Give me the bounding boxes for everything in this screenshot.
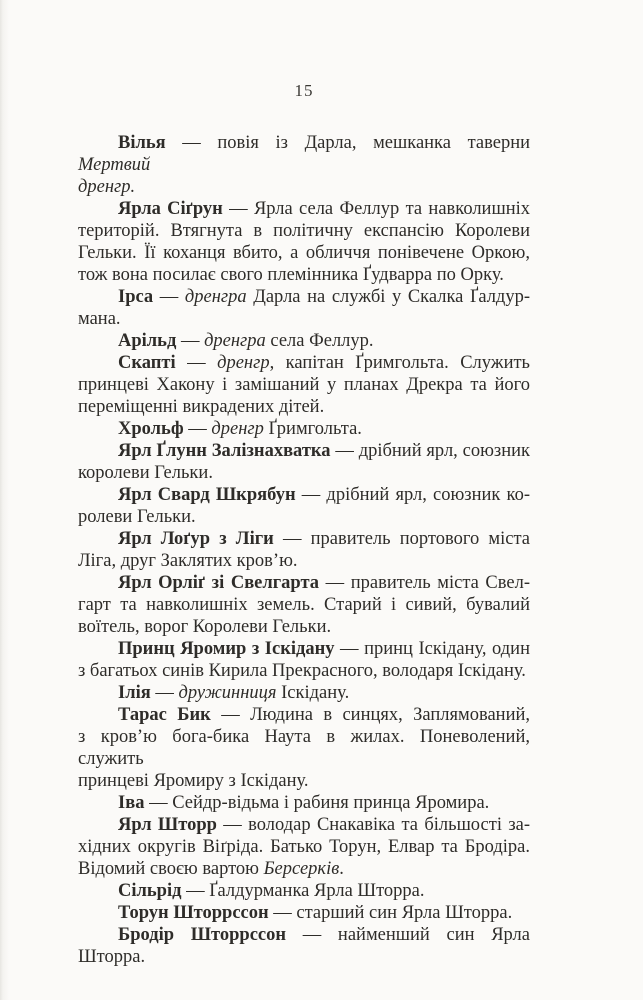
character-name: Арільд (118, 331, 177, 351)
text-run: — правитель портового міста (273, 529, 530, 549)
text-line (78, 704, 530, 726)
text-run: — (176, 331, 205, 351)
glossary-entry (78, 814, 530, 880)
text-line (78, 858, 530, 880)
text-run: . (339, 859, 344, 879)
text-run: переміщенні викрадених дітей. (78, 397, 325, 417)
text-line (78, 330, 530, 352)
glossary-text-block (78, 132, 530, 968)
glossary-entry (78, 418, 530, 440)
italic-term: дружинниця (178, 683, 277, 703)
text-line (78, 682, 530, 704)
italic-term: дренгра (204, 331, 266, 351)
text-run: Дарла на службі у Скалка Ґалдур- (246, 287, 531, 307)
text-line (78, 660, 530, 682)
character-name: Іва (118, 793, 145, 813)
text-run: — (183, 419, 212, 439)
text-line (78, 880, 530, 902)
italic-term: Берсерків (263, 859, 340, 879)
italic-term: дренгра (184, 287, 247, 307)
text-line (78, 638, 530, 660)
text-line (78, 462, 530, 484)
text-line (78, 484, 530, 506)
text-run: Відомий своєю вартою (78, 859, 264, 879)
text-run: гарт та навколишніх земель. Старий і сивий, бувалий (78, 595, 530, 615)
glossary-entry (78, 528, 530, 572)
glossary-entry (78, 572, 530, 638)
text-line (78, 836, 530, 858)
glossary-entry (78, 638, 530, 682)
glossary-entry (78, 484, 530, 528)
text-line (78, 550, 530, 572)
character-name: Ілія (118, 683, 151, 703)
text-line (78, 374, 530, 396)
text-run: — старший син Ярла Шторра. (268, 903, 513, 923)
glossary-entry (78, 330, 530, 352)
text-run: — (175, 353, 218, 373)
text-run: Гельки. Її коханця вбито, а обличчя понівечене Оркою, (78, 243, 530, 263)
glossary-entry (78, 286, 530, 330)
text-run: воїтель, ворог Королеви Гельки. (78, 617, 332, 637)
glossary-entry (78, 352, 530, 418)
text-run: — Сейдр-відьма і рабиня принца Яромира. (144, 793, 490, 813)
text-run: — повія із Дарла, мешканка таверни (165, 133, 530, 153)
italic-term: дренгр (217, 353, 270, 373)
text-line (78, 594, 530, 616)
text-run: — дрібний ярл, союзник (330, 441, 530, 461)
text-run: — Ґалдурманка Ярла Шторра. (181, 881, 425, 901)
text-line (78, 220, 530, 242)
text-run: принцеві Хакону і замішаний у планах Дрекра та його (78, 375, 530, 395)
character-name: Хрольф (118, 419, 184, 439)
text-line (78, 528, 530, 550)
text-line (78, 242, 530, 264)
glossary-entry (78, 704, 530, 792)
text-run: Ліга, друг Заклятих кров’ю. (78, 551, 298, 571)
text-run: королеви Гельки. (78, 463, 213, 483)
text-run: — найменший син Ярла Шторра. (78, 925, 530, 967)
text-line (78, 902, 530, 924)
text-run: ролеви Гельки. (78, 507, 196, 527)
text-line (78, 726, 530, 770)
character-name: Ярл Шторр (118, 815, 217, 835)
character-name: Принц Яромир з Іскідану (118, 639, 335, 659)
glossary-entry (78, 924, 530, 968)
text-line (78, 792, 530, 814)
text-run: — Людина в синцях, Заплямований, (210, 705, 531, 725)
text-line (78, 198, 530, 220)
character-name: Ярл Ґлунн Залізнахватка (118, 441, 331, 461)
character-name: Бродір Шторрссон (118, 925, 287, 945)
text-run: територій. Втягнута в політичну експансію Королеви (78, 221, 530, 241)
text-line (78, 924, 530, 968)
text-run: хідних округів Віґріда. Батько Торун, Елвар та Бродіра. (78, 837, 530, 857)
text-run: — принц Іскідану, один (334, 639, 530, 659)
character-name: Ярла Сіґрун (118, 199, 223, 219)
text-line (78, 770, 530, 792)
italic-term: Мертвий (78, 155, 151, 175)
character-name: Ірса (118, 287, 154, 307)
text-run: — дрібний ярл, союзник ко- (295, 485, 530, 505)
glossary-entry (78, 792, 530, 814)
text-line (78, 176, 530, 198)
text-run: тож вона посилає свого племінника Ґудварра по Орку. (78, 265, 504, 285)
character-name: Ярл Свард Шкрябун (118, 485, 296, 505)
text-line (78, 396, 530, 418)
text-run: Іскідану. (276, 683, 350, 703)
text-run: — володар Снакавіка та більшості за- (216, 815, 530, 835)
text-run: з багатьох синів Кирила Прекрасного, володаря Іскідану. (78, 661, 526, 681)
text-line (78, 572, 530, 594)
character-name: Торун Шторрссон (118, 903, 269, 923)
text-run: села Феллур. (265, 331, 374, 351)
glossary-entry (78, 880, 530, 902)
text-run: з кров’ю бога-бика Наута в жилах. Поневолений, служить (78, 727, 530, 769)
italic-term: дренгр (211, 419, 264, 439)
text-line (78, 132, 530, 176)
text-run: — (153, 287, 185, 307)
text-line (78, 286, 530, 308)
text-line (78, 418, 530, 440)
character-name: Тарас Бик (118, 705, 211, 725)
page-number: 15 (294, 81, 314, 100)
character-name: Ярл Лоґур з Ліги (118, 529, 274, 549)
text-line (78, 616, 530, 638)
character-name: Ярл Орліґ зі Свелгарта (118, 573, 320, 593)
text-line (78, 814, 530, 836)
character-name: Вілья (118, 133, 166, 153)
text-run: — правитель міста Свел- (319, 573, 530, 593)
glossary-entry (78, 440, 530, 484)
glossary-entry (78, 682, 530, 704)
character-name: Скапті (118, 353, 176, 373)
text-run: Ґримгольта. (263, 419, 362, 439)
text-line (78, 506, 530, 528)
italic-term: дренгр. (78, 177, 136, 197)
text-line (78, 308, 530, 330)
glossary-entry (78, 198, 530, 286)
text-line (78, 352, 530, 374)
glossary-entry (78, 132, 530, 198)
character-name: Сільрід (118, 881, 182, 901)
text-run: мана. (78, 309, 121, 329)
text-run: принцеві Яромиру з Іскідану. (78, 771, 309, 791)
text-line (78, 440, 530, 462)
text-run: , капітан Ґримгольта. Служить (269, 353, 530, 373)
glossary-entry (78, 902, 530, 924)
text-run: — (150, 683, 179, 703)
text-run: — Ярла села Феллур та навколишніх (222, 199, 530, 219)
text-line (78, 264, 530, 286)
